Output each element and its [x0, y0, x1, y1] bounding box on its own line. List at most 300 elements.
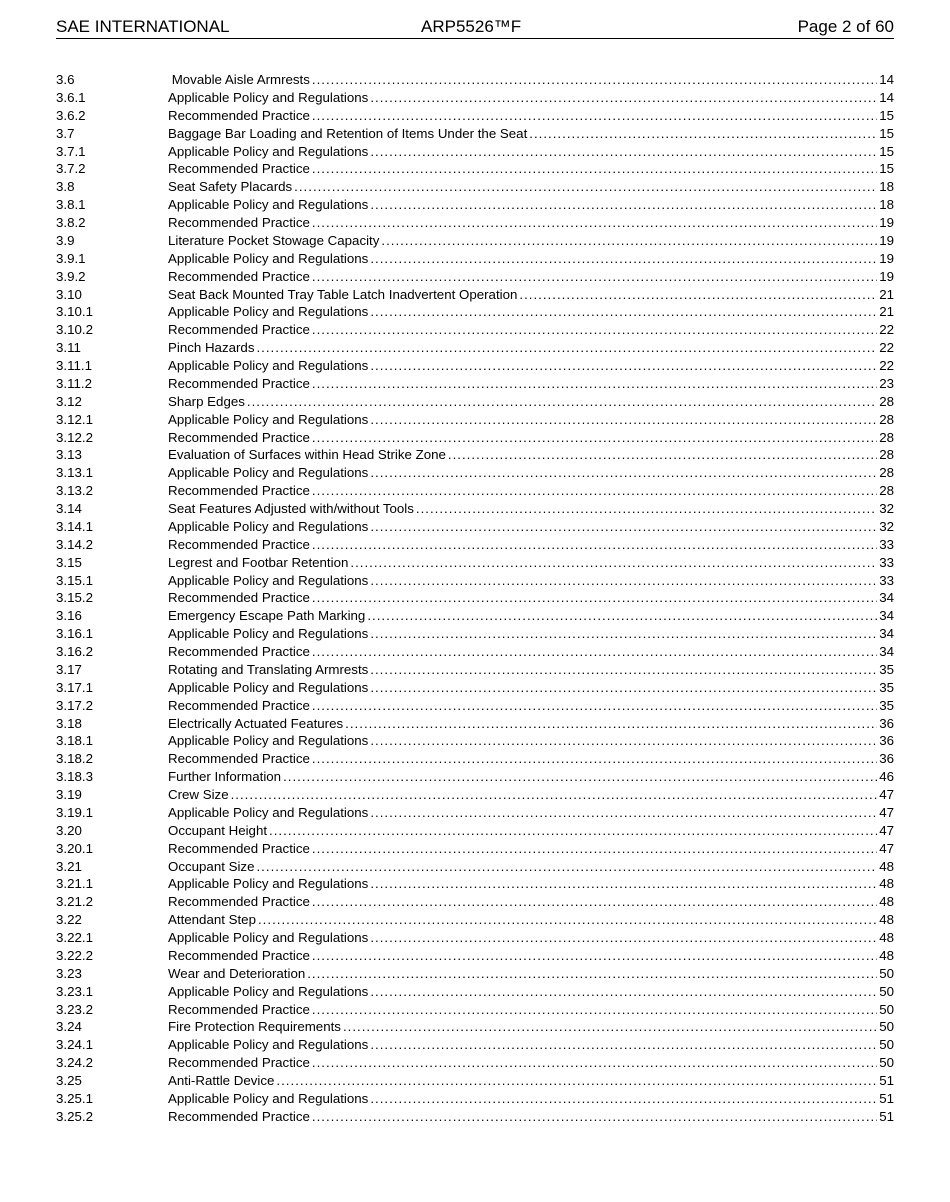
toc-section-number: 3.7: [56, 125, 75, 141]
toc-page-number: 48: [879, 930, 894, 945]
toc-section-title: Applicable Policy and Regulations: [168, 804, 369, 820]
toc-section-number: 3.18.1: [56, 733, 93, 749]
toc-dot-leader: [294, 178, 877, 196]
toc-section-title: Recommended Practice: [168, 483, 310, 499]
toc-entry[interactable]: [56, 983, 894, 1001]
toc-entry[interactable]: [56, 393, 894, 411]
toc-page-number: 15: [879, 107, 894, 123]
toc-section-title: Seat Features Adjusted with/without Tools: [168, 501, 414, 516]
toc-section-number: 3.9: [56, 232, 75, 248]
toc-section-title: Attendant Step: [168, 912, 256, 928]
header-page-number: Page 2 of 60: [797, 17, 894, 36]
toc-page-number: 19: [879, 268, 894, 284]
toc-entry[interactable]: [56, 589, 894, 607]
toc-entry[interactable]: [56, 178, 894, 196]
toc-dot-leader: [370, 625, 877, 643]
toc-entry[interactable]: [56, 840, 894, 858]
document-page: [56, 16, 894, 1124]
toc-dot-leader: [370, 357, 877, 375]
toc-dot-leader: [370, 1036, 877, 1054]
toc-page-number: 34: [879, 644, 894, 659]
toc-section-number: 3.14: [56, 501, 82, 516]
toc-page-number: 18: [879, 179, 894, 195]
toc-dot-leader: [370, 303, 877, 321]
toc-dot-leader: [370, 875, 877, 893]
toc-section-title: Recommended Practice: [168, 644, 310, 659]
toc-dot-leader: [312, 214, 877, 232]
toc-page-number: 18: [879, 197, 894, 213]
toc-entry[interactable]: [56, 804, 894, 822]
toc-page-number: 46: [879, 769, 894, 785]
toc-dot-leader: [367, 607, 877, 625]
toc-section-title: Seat Safety Placards: [168, 179, 293, 195]
toc-entry[interactable]: [56, 572, 894, 590]
toc-section-title: Recommended Practice: [168, 536, 310, 552]
toc-dot-leader: [312, 1054, 877, 1072]
toc-section-number: 3.8.2: [56, 215, 86, 230]
toc-page-number: 21: [879, 304, 894, 320]
toc-section-title: Recommended Practice: [168, 322, 310, 338]
toc-entry[interactable]: [56, 697, 894, 715]
header-document-id: ARP5526™F: [421, 17, 522, 36]
toc-entry[interactable]: [56, 875, 894, 893]
toc-section-title: Legrest and Footbar Retention: [168, 554, 349, 570]
toc-entry[interactable]: [56, 89, 894, 107]
toc-page-number: 48: [879, 947, 894, 963]
toc-section-title: Recommended Practice: [168, 751, 310, 767]
toc-section-title: Crew Size: [168, 787, 229, 802]
toc-page-number: 48: [879, 894, 894, 910]
toc-entry[interactable]: [56, 536, 894, 554]
toc-section-number: 3.16.1: [56, 626, 93, 642]
toc-section-number: 3.20.1: [56, 840, 93, 856]
toc-page-number: 35: [879, 661, 894, 677]
toc-section-number: 3.9.2: [56, 268, 86, 284]
toc-dot-leader: [312, 160, 877, 178]
toc-section-title: Applicable Policy and Regulations: [168, 518, 369, 534]
toc-dot-leader: [370, 679, 877, 697]
toc-dot-leader: [312, 107, 877, 125]
toc-dot-leader: [370, 1090, 877, 1108]
toc-section-number: 3.18: [56, 715, 82, 731]
toc-dot-leader: [312, 268, 877, 286]
toc-dot-leader: [370, 983, 877, 1001]
toc-entry[interactable]: [56, 715, 894, 733]
toc-entry[interactable]: [56, 464, 894, 482]
toc-page-number: 28: [879, 393, 894, 409]
toc-dot-leader: [370, 929, 877, 947]
toc-dot-leader: [416, 500, 877, 518]
toc-dot-leader: [312, 840, 877, 858]
toc-entry[interactable]: [56, 732, 894, 750]
toc-page-number: 22: [879, 322, 894, 338]
toc-page-number: 36: [879, 733, 894, 749]
toc-page-number: 50: [879, 1037, 894, 1053]
toc-section-title: Applicable Policy and Regulations: [168, 197, 369, 213]
toc-dot-leader: [312, 375, 877, 393]
toc-page-number: 50: [879, 1019, 894, 1035]
toc-section-title: Anti-Rattle Device: [168, 1073, 275, 1088]
toc-page-number: 47: [879, 822, 894, 838]
toc-entry[interactable]: [56, 321, 894, 339]
toc-page-number: 48: [879, 876, 894, 892]
toc-entry[interactable]: [56, 518, 894, 536]
toc-dot-leader: [247, 393, 877, 411]
toc-section-title: Recommended Practice: [168, 590, 310, 606]
toc-section-number: 3.24.1: [56, 1037, 93, 1053]
toc-dot-leader: [370, 804, 877, 822]
toc-section-title: Baggage Bar Loading and Retention of Items Under the Seat: [168, 125, 528, 141]
toc-entry[interactable]: [56, 125, 894, 143]
toc-section-number: 3.8: [56, 179, 75, 195]
toc-page-number: 28: [879, 483, 894, 499]
toc-section-title: Applicable Policy and Regulations: [168, 89, 369, 105]
toc-entry[interactable]: [56, 232, 894, 250]
toc-entry[interactable]: [56, 482, 894, 500]
toc-section-number: 3.22: [56, 912, 82, 928]
toc-entry[interactable]: [56, 303, 894, 321]
toc-page-number: 50: [879, 983, 894, 999]
toc-section-number: 3.15.1: [56, 572, 93, 588]
toc-section-title: Applicable Policy and Regulations: [168, 876, 369, 892]
toc-entry[interactable]: [56, 1018, 894, 1036]
toc-page-number: 47: [879, 840, 894, 856]
toc-section-number: 3.6.1: [56, 89, 86, 105]
toc-page-number: 47: [879, 787, 894, 802]
toc-section-title: Applicable Policy and Regulations: [168, 983, 369, 999]
toc-page-number: 36: [879, 751, 894, 767]
toc-section-number: 3.7.2: [56, 161, 86, 177]
toc-section-title: Recommended Practice: [168, 697, 310, 713]
toc-dot-leader: [343, 1018, 877, 1036]
toc-section-title: Literature Pocket Stowage Capacity: [168, 232, 380, 248]
toc-section-number: 3.13.2: [56, 483, 93, 499]
toc-dot-leader: [256, 339, 877, 357]
toc-dot-leader: [283, 768, 877, 786]
toc-entry[interactable]: [56, 357, 894, 375]
toc-section-title: Applicable Policy and Regulations: [168, 358, 369, 373]
toc-section-number: 3.25.2: [56, 1108, 93, 1124]
toc-section-number: 3.17.1: [56, 679, 93, 695]
toc-dot-leader: [312, 697, 877, 715]
toc-dot-leader: [370, 732, 877, 750]
toc-dot-leader: [307, 965, 877, 983]
toc-section-title: Applicable Policy and Regulations: [168, 1090, 369, 1106]
toc-section-number: 3.11: [56, 340, 81, 356]
toc-dot-leader: [312, 1108, 877, 1126]
toc-section-title: Wear and Deterioration: [168, 965, 306, 981]
toc-entry[interactable]: [56, 643, 894, 661]
toc-entry[interactable]: [56, 947, 894, 965]
toc-dot-leader: [312, 1001, 877, 1019]
toc-section-number: 3.14.2: [56, 536, 93, 552]
toc-section-title: Applicable Policy and Regulations: [168, 143, 369, 159]
page-header: [56, 16, 894, 39]
toc-entry[interactable]: [56, 107, 894, 125]
toc-section-title: Pinch Hazards: [168, 340, 255, 356]
toc-section-title: Recommended Practice: [168, 894, 310, 910]
toc-page-number: 19: [879, 215, 894, 230]
toc-section-title: Applicable Policy and Regulations: [168, 250, 369, 266]
toc-page-number: 48: [879, 858, 894, 874]
toc-page-number: 32: [879, 501, 894, 516]
toc-section-number: 3.22.2: [56, 947, 93, 963]
toc-section-title: Recommended Practice: [168, 107, 310, 123]
toc-section-number: 3.22.1: [56, 930, 93, 945]
toc-page-number: 33: [879, 572, 894, 588]
toc-section-number: 3.12.1: [56, 411, 93, 427]
toc-section-number: 3.14.1: [56, 518, 93, 534]
toc-entry[interactable]: [56, 250, 894, 268]
toc-dot-leader: [519, 286, 877, 304]
toc-entry[interactable]: [56, 1072, 894, 1090]
toc-dot-leader: [370, 464, 877, 482]
toc-page-number: 15: [879, 125, 894, 141]
toc-section-title: Movable Aisle Armrests: [168, 72, 310, 87]
toc-section-title: Recommended Practice: [168, 1055, 310, 1071]
toc-dot-leader: [370, 518, 877, 536]
toc-dot-leader: [529, 125, 877, 143]
toc-dot-leader: [276, 1072, 877, 1090]
toc-section-number: 3.9.1: [56, 250, 86, 266]
toc-dot-leader: [312, 429, 877, 447]
toc-entry[interactable]: [56, 214, 894, 232]
toc-page-number: 34: [879, 626, 894, 642]
toc-entry[interactable]: [56, 965, 894, 983]
toc-section-number: 3.17: [56, 661, 82, 677]
toc-dot-leader: [312, 71, 877, 89]
toc-page-number: 32: [879, 518, 894, 534]
toc-section-number: 3.16.2: [56, 644, 93, 659]
toc-page-number: 23: [879, 375, 894, 391]
toc-entry[interactable]: [56, 196, 894, 214]
toc-page-number: 48: [879, 912, 894, 928]
toc-page-number: 50: [879, 965, 894, 981]
toc-page-number: 14: [879, 89, 894, 105]
toc-section-title: Recommended Practice: [168, 840, 310, 856]
toc-section-number: 3.10: [56, 286, 82, 302]
toc-page-number: 33: [879, 554, 894, 570]
toc-entry[interactable]: [56, 911, 894, 929]
toc-section-number: 3.6.2: [56, 107, 86, 123]
toc-page-number: 51: [879, 1073, 894, 1088]
toc-section-title: Applicable Policy and Regulations: [168, 930, 369, 945]
toc-entry[interactable]: [56, 1036, 894, 1054]
toc-page-number: 34: [879, 608, 894, 624]
toc-section-number: 3.11.1: [56, 358, 92, 373]
toc-section-number: 3.19: [56, 787, 82, 802]
toc-section-number: 3.16: [56, 608, 82, 624]
toc-page-number: 19: [879, 232, 894, 248]
toc-section-number: 3.6: [56, 72, 75, 87]
toc-section-title: Recommended Practice: [168, 375, 310, 391]
toc-entry[interactable]: [56, 1108, 894, 1126]
toc-entry[interactable]: [56, 679, 894, 697]
toc-entry[interactable]: [56, 893, 894, 911]
toc-entry[interactable]: [56, 554, 894, 572]
toc-dot-leader: [258, 911, 877, 929]
toc-page-number: 19: [879, 250, 894, 266]
toc-section-number: 3.13.1: [56, 465, 93, 481]
toc-page-number: 22: [879, 358, 894, 373]
toc-page-number: 28: [879, 447, 894, 463]
toc-dot-leader: [312, 750, 877, 768]
toc-dot-leader: [312, 321, 877, 339]
toc-section-title: Applicable Policy and Regulations: [168, 733, 369, 749]
toc-section-number: 3.15.2: [56, 590, 93, 606]
toc-dot-leader: [381, 232, 877, 250]
toc-section-number: 3.18.3: [56, 769, 93, 785]
toc-section-number: 3.21.1: [56, 876, 93, 892]
toc-entry[interactable]: [56, 71, 894, 89]
toc-entry[interactable]: [56, 429, 894, 447]
toc-page-number: 51: [879, 1090, 894, 1106]
toc-section-title: Recommended Practice: [168, 429, 310, 445]
toc-section-title: Recommended Practice: [168, 268, 310, 284]
toc-section-title: Emergency Escape Path Marking: [168, 608, 366, 624]
toc-dot-leader: [312, 643, 877, 661]
toc-dot-leader: [370, 250, 877, 268]
toc-section-number: 3.10.2: [56, 322, 93, 338]
toc-section-number: 3.19.1: [56, 804, 93, 820]
toc-section-number: 3.21: [56, 858, 82, 874]
toc-section-title: Applicable Policy and Regulations: [168, 679, 369, 695]
toc-section-title: Recommended Practice: [168, 947, 310, 963]
toc-dot-leader: [370, 89, 877, 107]
toc-dot-leader: [448, 446, 877, 464]
toc-dot-leader: [350, 554, 877, 572]
toc-entry[interactable]: [56, 339, 894, 357]
toc-dot-leader: [370, 196, 877, 214]
toc-section-title: Recommended Practice: [168, 161, 310, 177]
toc-section-number: 3.12: [56, 393, 82, 409]
toc-section-number: 3.15: [56, 554, 82, 570]
toc-page-number: 21: [879, 286, 894, 302]
toc-page-number: 36: [879, 715, 894, 731]
toc-dot-leader: [312, 536, 877, 554]
toc-section-number: 3.25.1: [56, 1090, 93, 1106]
toc-entry[interactable]: [56, 268, 894, 286]
toc-page-number: 35: [879, 697, 894, 713]
toc-entry[interactable]: [56, 929, 894, 947]
toc-section-title: Applicable Policy and Regulations: [168, 626, 369, 642]
toc-section-title: Applicable Policy and Regulations: [168, 304, 369, 320]
toc-entry[interactable]: [56, 1090, 894, 1108]
toc-dot-leader: [312, 482, 877, 500]
toc-dot-leader: [312, 893, 877, 911]
toc-dot-leader: [312, 589, 877, 607]
toc-page-number: 28: [879, 465, 894, 481]
toc-section-title: Recommended Practice: [168, 215, 310, 230]
toc-entry[interactable]: [56, 286, 894, 304]
toc-section-title: Occupant Size: [168, 858, 255, 874]
toc-page-number: 33: [879, 536, 894, 552]
toc-section-title: Applicable Policy and Regulations: [168, 1037, 369, 1053]
toc-entry[interactable]: [56, 446, 894, 464]
toc-section-title: Fire Protection Requirements: [168, 1019, 341, 1035]
toc-section-title: Evaluation of Surfaces within Head Strike Zone: [168, 447, 446, 463]
toc-entry[interactable]: [56, 858, 894, 876]
toc-section-number: 3.21.2: [56, 894, 93, 910]
toc-section-number: 3.17.2: [56, 697, 93, 713]
toc-section-number: 3.13: [56, 447, 82, 463]
toc-page-number: 35: [879, 679, 894, 695]
toc-dot-leader: [370, 661, 877, 679]
toc-dot-leader: [269, 822, 877, 840]
toc-section-title: Recommended Practice: [168, 1108, 310, 1124]
toc-section-number: 3.24.2: [56, 1055, 93, 1071]
toc-section-number: 3.7.1: [56, 143, 86, 159]
toc-section-title: Recommended Practice: [168, 1001, 310, 1017]
toc-section-title: Occupant Height: [168, 822, 268, 838]
toc-dot-leader: [231, 786, 878, 804]
header-organization: SAE INTERNATIONAL: [56, 17, 230, 36]
toc-dot-leader: [370, 411, 877, 429]
toc-section-number: 3.10.1: [56, 304, 93, 320]
toc-dot-leader: [345, 715, 877, 733]
toc-section-title: Applicable Policy and Regulations: [168, 465, 369, 481]
toc-entry[interactable]: [56, 1054, 894, 1072]
toc-entry[interactable]: [56, 625, 894, 643]
toc-page-number: 15: [879, 143, 894, 159]
toc-entry[interactable]: [56, 768, 894, 786]
toc-dot-leader: [370, 572, 877, 590]
toc-section-title: Sharp Edges: [168, 393, 245, 409]
toc-section-number: 3.12.2: [56, 429, 93, 445]
toc-entry[interactable]: [56, 500, 894, 518]
toc-entry[interactable]: [56, 1001, 894, 1019]
toc-section-number: 3.11.2: [56, 375, 92, 391]
toc-page-number: 50: [879, 1001, 894, 1017]
toc-section-title: Applicable Policy and Regulations: [168, 572, 369, 588]
toc-section-number: 3.23.1: [56, 983, 93, 999]
toc-page-number: 28: [879, 411, 894, 427]
toc-entry[interactable]: [56, 822, 894, 840]
toc-entry[interactable]: [56, 786, 894, 804]
toc-entry[interactable]: [56, 411, 894, 429]
toc-section-number: 3.18.2: [56, 751, 93, 767]
toc-page-number: 15: [879, 161, 894, 177]
toc-dot-leader: [312, 947, 877, 965]
toc-section-title: Further Information: [168, 769, 282, 785]
toc-section-number: 3.23: [56, 965, 82, 981]
toc-entry[interactable]: [56, 750, 894, 768]
toc-section-number: 3.24: [56, 1019, 82, 1035]
toc-section-title: Rotating and Translating Armrests: [168, 661, 369, 677]
toc-page-number: 22: [879, 340, 894, 356]
toc-entry[interactable]: [56, 160, 894, 178]
toc-section-title: Seat Back Mounted Tray Table Latch Inadvertent Operation: [168, 286, 518, 302]
toc-page-number: 50: [879, 1055, 894, 1071]
toc-entry[interactable]: [56, 661, 894, 679]
toc-dot-leader: [256, 858, 877, 876]
toc-section-title: Electrically Actuated Features: [168, 715, 344, 731]
toc-dot-leader: [370, 143, 877, 161]
toc-entry[interactable]: [56, 607, 894, 625]
toc-page-number: 34: [879, 590, 894, 606]
toc-page-number: 47: [879, 804, 894, 820]
toc-page-number: 28: [879, 429, 894, 445]
toc-section-number: 3.23.2: [56, 1001, 93, 1017]
toc-section-number: 3.20: [56, 822, 82, 838]
toc-section-title: Applicable Policy and Regulations: [168, 411, 369, 427]
toc-page-number: 14: [879, 72, 894, 87]
toc-section-number: 3.8.1: [56, 197, 86, 213]
table-of-contents: [56, 71, 894, 1126]
toc-section-number: 3.25: [56, 1073, 82, 1088]
toc-entry[interactable]: [56, 375, 894, 393]
toc-entry[interactable]: [56, 143, 894, 161]
